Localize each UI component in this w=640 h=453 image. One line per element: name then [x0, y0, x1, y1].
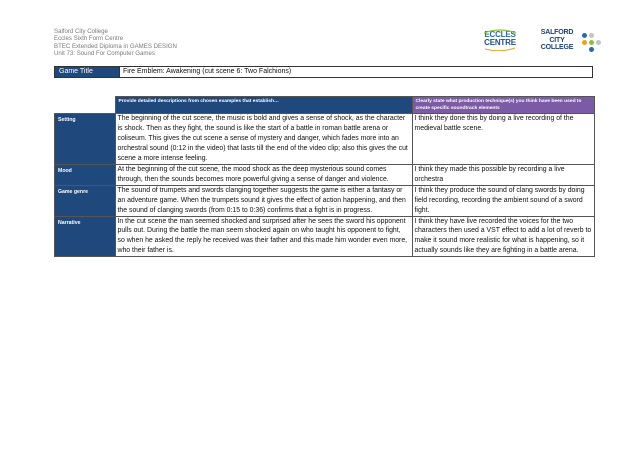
salford-city-college-logo	[532, 29, 582, 53]
swoosh-icon	[482, 29, 518, 51]
table-row	[55, 216, 595, 257]
setting-description: The beginning of the cut scene, the music is bold and gives a sense of shock, as the character is shock. Then as they fight, the sound is like the start of a battle in roman battle arena or coliseum. This gives the cut scene a sense of mystery and danger, which fades more into an orchestral sound (0:12 in the video) that lasts till the end of the video clip; also this gives the cut scene a more intense feeling.	[115, 114, 412, 165]
header-line-centre: Eccles Sixth Form Centre	[54, 35, 124, 43]
college-header	[54, 28, 177, 57]
table-header-row	[55, 97, 595, 114]
table-row	[55, 185, 595, 216]
table-row	[55, 114, 595, 165]
narrative-description: In the cut scene the man seemed shocked and surprised after he sees the sword his opponent pulls out. During the battle the man seem shocked again on who taught his opponent to fight, so when he asked the reply he received was their father and this made him wonder even more, who their father is.	[115, 216, 412, 257]
row-label-game-genre: Game genre	[55, 185, 116, 216]
analysis-table	[54, 96, 595, 257]
game-genre-description: The sound of trumpets and swords clanging together suggests the game is either a fantasy or an adventure game. When the trumpets sound it gives the effect of action happening, and then the sound of clanging swords (from 0:15 to 0:36) confirms that a fight is in progress.	[115, 185, 412, 216]
narrative-technique: I think they have live recorded the voices for the two characters then used a VST effect to add a lot of reverb to make it sound more realistic for what is happening, so it actually sounds like they are fighting in a battle arena.	[412, 216, 594, 257]
header-blank-cell	[55, 97, 116, 114]
header-line-course: BTEC Extended Diploma in GAMES DESIGN	[54, 42, 177, 50]
mood-technique: I think they made this possible by recording a live orchestra	[412, 164, 594, 185]
city-logo-word: CITY	[549, 36, 565, 44]
techniques-header: Clearly state what production technique(s) you think have been used to create specific soundtrack elements	[412, 97, 594, 114]
descriptions-header: Provide detailed descriptions from chosen examples that establish…	[115, 97, 412, 114]
game-title-row	[54, 66, 593, 78]
eccles-logo-word: ECCLES	[484, 30, 516, 39]
game-title-value: Fire Emblem: Awakening (cut scene 6: Two Falchions)	[123, 68, 292, 75]
setting-technique: I think they done this by doing a live recording of the medieval battle scene.	[412, 114, 594, 165]
centre-logo-word: CENTRE	[484, 38, 516, 47]
mood-description: At the beginning of the cut scene, the mood shock as the deep mysterious sound comes through, then the sounds becomes more powerful giving a sense of danger and violence.	[115, 164, 412, 185]
college-logo-word: COLLEGE	[540, 44, 574, 51]
game-genre-technique: I think they produce the sound of clang swords by doing field recording, recording the ambient sound of a sword fight.	[412, 185, 594, 216]
eccles-centre-logo	[480, 29, 520, 51]
logo-dots-icon	[580, 31, 602, 53]
header-line-college: Salford City College	[54, 28, 108, 35]
row-label-setting: Setting	[55, 114, 116, 165]
row-label-narrative: Narrative	[55, 216, 116, 257]
game-title-label: Game Title	[55, 67, 120, 77]
row-label-mood: Mood	[55, 164, 116, 185]
header-line-unit: Unit 73: Sound For Computer Games	[54, 49, 155, 57]
table-row	[55, 164, 595, 185]
salford-logo-word: SALFORD	[540, 29, 574, 36]
